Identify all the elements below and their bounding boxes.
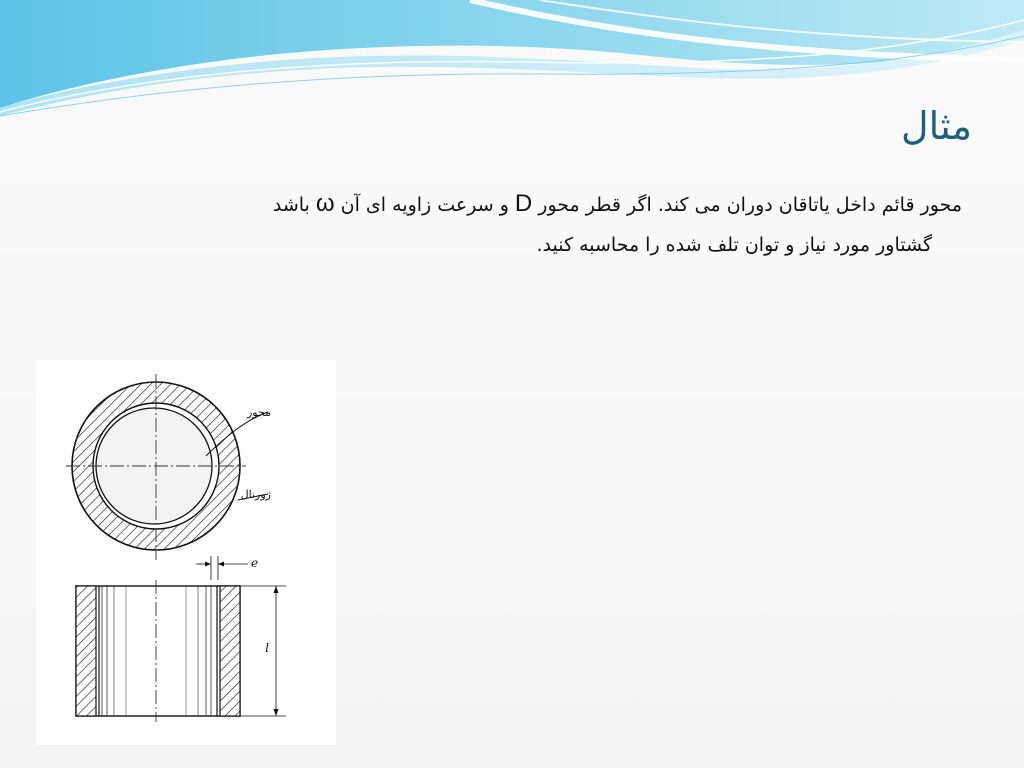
problem-statement xyxy=(122,184,962,265)
problem-line-2: گشتاور مورد نیاز و توان تلف شده را محاسبه کنید. xyxy=(536,234,932,256)
bearing-diagram xyxy=(36,360,336,745)
problem-text-2: و سرعت زاویه ای آن xyxy=(334,194,515,216)
problem-line-1 xyxy=(122,184,962,225)
bearing-figure xyxy=(36,360,336,745)
slide-title: مثال xyxy=(900,104,972,148)
problem-text-3: باشد xyxy=(272,194,316,216)
clearance-arrowhead-right xyxy=(218,562,224,567)
label-shaft: محور xyxy=(247,406,271,419)
label-clearance: e xyxy=(251,556,259,570)
symbol-diameter: D xyxy=(514,190,533,217)
label-journal: ژورنال xyxy=(240,488,271,501)
journal-wall-right xyxy=(220,586,240,716)
journal-wall-left xyxy=(76,586,96,716)
length-arrowhead-top xyxy=(274,586,279,593)
length-arrowhead-bottom xyxy=(274,709,279,716)
bearing-side-outline xyxy=(76,586,240,716)
symbol-omega: ω xyxy=(315,190,335,217)
problem-text-1: محور قائم داخل یاتاقان دوران می کند. اگر قطر محور xyxy=(532,194,962,216)
header-wave-decoration xyxy=(0,0,1024,120)
label-length: l xyxy=(265,641,269,655)
clearance-arrowhead-left xyxy=(205,562,211,567)
